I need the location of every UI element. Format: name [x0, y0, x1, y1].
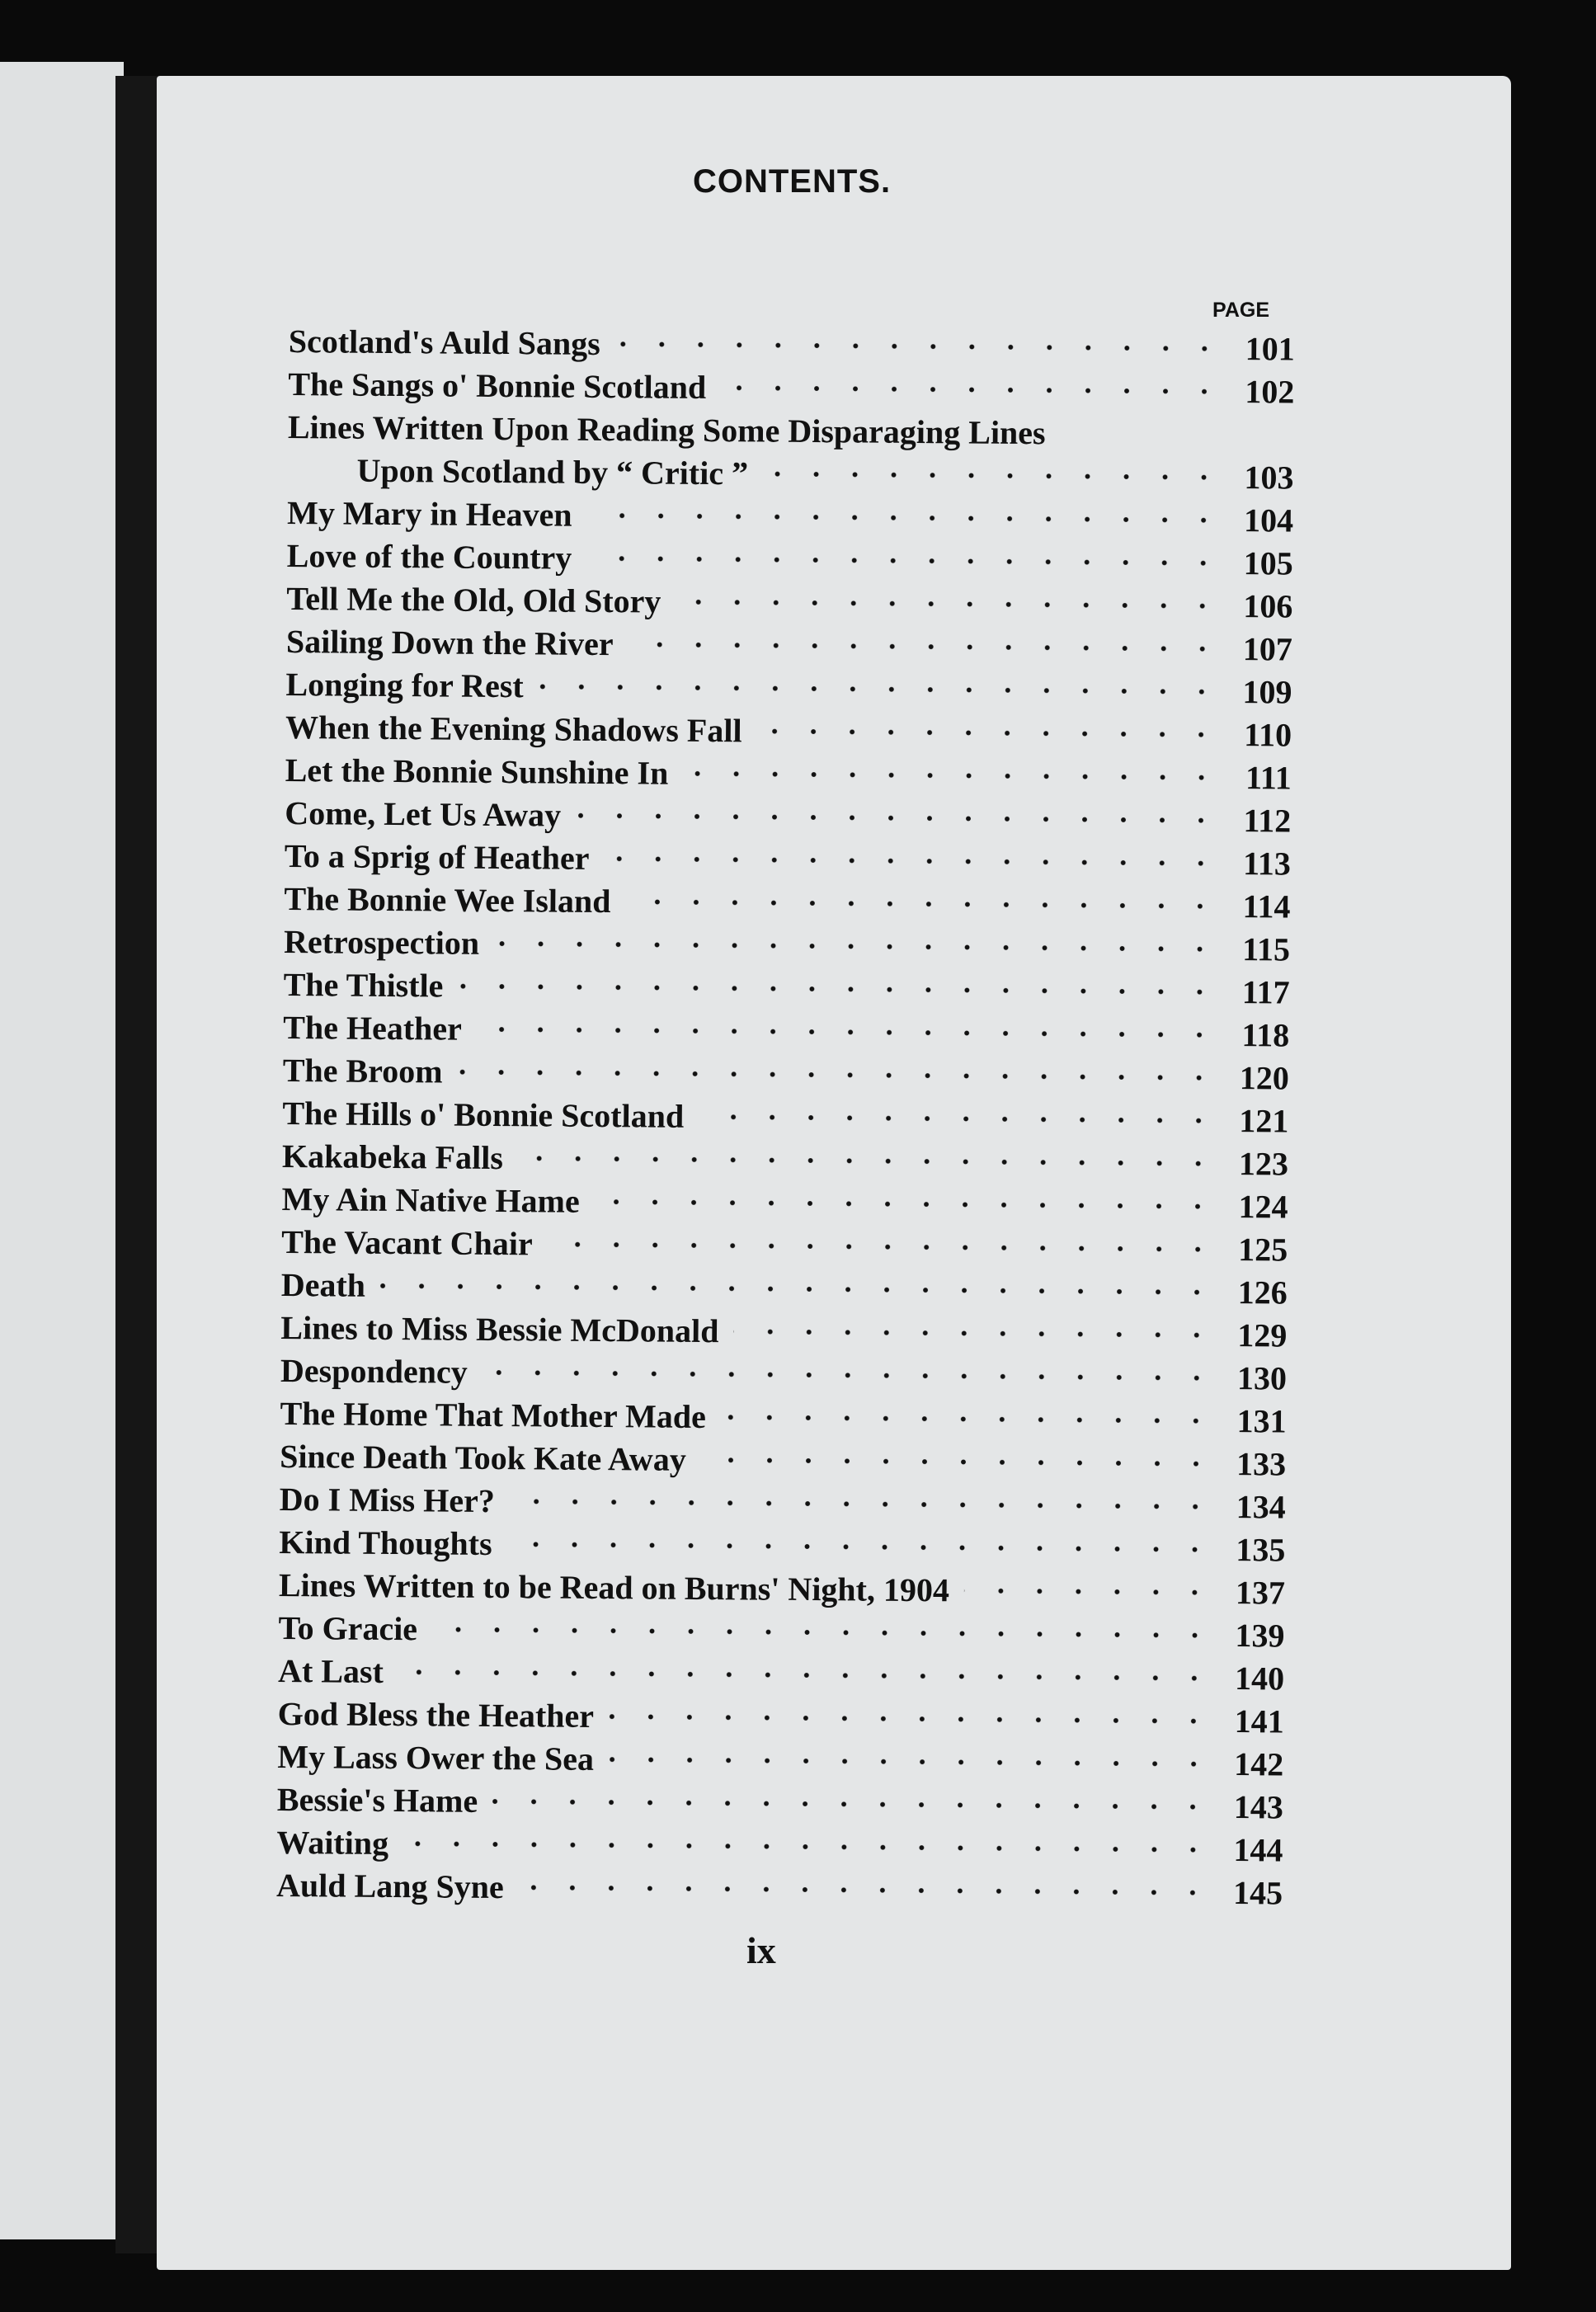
page-column-label: PAGE: [1212, 299, 1269, 322]
toc-entry-page: 144: [1233, 1831, 1283, 1869]
toc-entry-page: 139: [1235, 1617, 1285, 1655]
toc-entry: [285, 792, 1291, 843]
toc-entry: [282, 1092, 1288, 1143]
dot-leader: [458, 982, 1218, 996]
dot-leader: [380, 1282, 1217, 1297]
toc-entry: [287, 449, 1293, 500]
toc-entry-page: 118: [1241, 1016, 1290, 1054]
toc-entry-title: Upon Scotland by “ Critic ”: [356, 451, 749, 492]
toc-entry-title: My Ain Native Hame: [281, 1180, 580, 1220]
toc-entry: [284, 878, 1290, 929]
toc-entry: [281, 1178, 1288, 1229]
dot-leader: [699, 1113, 1217, 1125]
dot-leader: [510, 1497, 1215, 1511]
toc-entry-title: The Sangs o' Bonnie Scotland: [288, 365, 707, 406]
toc-entry-title: The Home That Mother Made: [280, 1394, 707, 1436]
toc-entry: [286, 620, 1292, 671]
toc-entry: [280, 1435, 1286, 1486]
toc-entry-title: Let the Bonnie Sunshine In: [285, 751, 669, 792]
toc-entry: [283, 963, 1289, 1015]
dot-leader: [587, 511, 1223, 525]
dot-leader: [609, 1712, 1213, 1726]
toc-entry-title: Love of the Country: [286, 536, 572, 577]
dot-leader: [721, 384, 1223, 396]
toc-entry-title: Despondency: [280, 1351, 468, 1391]
toc-entry-page: 134: [1236, 1488, 1286, 1526]
toc-entry: [284, 921, 1290, 972]
dot-leader: [701, 1456, 1215, 1468]
toc-entry-title: The Thistle: [283, 965, 444, 1005]
toc-entry-page: 124: [1238, 1188, 1288, 1226]
toc-entry-page: 113: [1242, 845, 1292, 883]
toc-entry-page: 105: [1243, 544, 1293, 582]
dot-leader: [609, 1755, 1212, 1768]
toc-entry-title: At Last: [277, 1651, 384, 1690]
dot-leader: [629, 640, 1222, 653]
dot-leader: [477, 1025, 1218, 1039]
toc-entry-title: Come, Let Us Away: [285, 793, 562, 834]
toc-entry: [278, 1607, 1284, 1658]
dot-leader: [576, 812, 1220, 825]
toc-entry-title: When the Evening Shadows Fall: [285, 708, 742, 750]
toc-entry: [279, 1564, 1285, 1615]
toc-entry: [288, 363, 1294, 414]
dot-leader: [604, 855, 1219, 868]
toc-entry-page: 142: [1234, 1745, 1284, 1783]
dot-leader: [403, 1839, 1212, 1854]
dot-leader: [615, 340, 1224, 353]
toc-entry-page: 101: [1245, 330, 1295, 368]
dot-leader: [494, 939, 1219, 954]
toc-entry-title: The Bonnie Wee Island: [284, 879, 611, 921]
toc-entry: [281, 1264, 1288, 1315]
toc-entry-page: 125: [1238, 1231, 1288, 1269]
toc-entry-page: 112: [1243, 802, 1292, 840]
toc-entry: [279, 1521, 1285, 1572]
toc-entry-page: 137: [1235, 1574, 1286, 1612]
toc-entry-title: Longing for Rest: [285, 665, 524, 705]
toc-entry-page: 106: [1243, 587, 1293, 625]
toc-entry-title: Lines to Miss Bessie McDonald: [280, 1308, 719, 1350]
toc-entry-page: 129: [1237, 1316, 1288, 1354]
toc-entry-title: My Mary in Heaven: [286, 493, 572, 534]
toc-entry-title: Waiting: [276, 1823, 389, 1862]
toc-entry-page: 102: [1245, 373, 1295, 411]
table-of-contents: [276, 320, 1295, 1915]
dot-leader: [763, 470, 1223, 482]
toc-entry-title: The Hills o' Bonnie Scotland: [282, 1094, 685, 1135]
dot-leader: [683, 770, 1220, 782]
toc-entry-title: My Lass Ower the Sea: [277, 1737, 595, 1778]
page-number: ix: [746, 1929, 776, 1971]
toc-entry-page: 131: [1236, 1402, 1287, 1440]
dot-leader: [458, 1068, 1218, 1082]
toc-entry-title: Scotland's Auld Sangs: [288, 322, 600, 362]
toc-entry-title: The Broom: [282, 1051, 443, 1090]
toc-entry: [278, 1650, 1284, 1701]
toc-entry-page: 117: [1241, 973, 1290, 1011]
toc-entry-page: 141: [1234, 1702, 1284, 1740]
toc-entry-page: 135: [1236, 1531, 1286, 1569]
toc-entry-page: 110: [1244, 716, 1292, 754]
toc-entry: [285, 835, 1291, 886]
toc-entry-title: The Heather: [283, 1008, 463, 1048]
facing-page-edge: [0, 62, 124, 2239]
toc-entry: [289, 320, 1295, 371]
dot-leader: [757, 727, 1222, 738]
toc-entry: [277, 1735, 1283, 1787]
dot-leader: [539, 682, 1222, 696]
dot-leader: [586, 554, 1222, 567]
dot-leader: [964, 1586, 1214, 1596]
toc-entry-title: To a Sprig of Heather: [284, 836, 590, 877]
toc-entry-page: 109: [1242, 673, 1292, 711]
toc-entry: [281, 1221, 1288, 1272]
toc-entry: [280, 1392, 1286, 1443]
toc-entry: [277, 1778, 1283, 1829]
toc-entry-title: Lines Written Upon Reading Some Disparaging Lines: [287, 407, 1046, 452]
book-gutter: [115, 76, 158, 2253]
toc-entry-title: Death: [280, 1265, 366, 1304]
toc-entry-page: 114: [1242, 888, 1291, 925]
toc-entry-page: 111: [1245, 759, 1292, 797]
toc-entry-page: 104: [1243, 501, 1294, 539]
toc-entry: [278, 1693, 1284, 1744]
toc-entry-title: Auld Lang Syne: [275, 1866, 504, 1906]
toc-entry-title: Retrospection: [283, 922, 480, 962]
toc-entry-title: Tell Me the Old, Old Story: [286, 579, 661, 620]
toc-entry-title: To Gracie: [278, 1608, 418, 1648]
toc-entry-title: Sailing Down the River: [285, 622, 614, 663]
toc-entry: [285, 663, 1292, 714]
page-title: CONTENTS.: [692, 163, 892, 200]
toc-entry-page: 126: [1237, 1274, 1288, 1311]
dot-leader: [625, 897, 1219, 911]
toc-entry-page: 133: [1236, 1445, 1287, 1483]
toc-entry: [282, 1135, 1288, 1186]
toc-entry-page: 143: [1233, 1788, 1284, 1826]
dot-leader: [733, 1327, 1216, 1340]
toc-entry: [280, 1478, 1286, 1529]
toc-entry: [276, 1864, 1283, 1915]
dot-leader: [519, 1883, 1212, 1897]
toc-entry: [283, 1049, 1289, 1100]
toc-entry-page: 115: [1242, 930, 1291, 968]
toc-entry-page: 103: [1244, 459, 1294, 497]
dot-leader: [492, 1797, 1212, 1811]
toc-entry-title: Kakabeka Falls: [281, 1137, 504, 1177]
toc-entry-title: Do I Miss Her?: [279, 1480, 496, 1520]
toc-entry: [285, 706, 1292, 757]
toc-entry-title: Bessie's Hame: [276, 1780, 478, 1820]
toc-entry-title: Lines Written to be Read on Burns' Night, 1904: [278, 1566, 950, 1609]
dot-leader: [721, 1413, 1216, 1425]
toc-entry-page: 123: [1238, 1145, 1289, 1183]
toc-entry: [280, 1307, 1287, 1358]
toc-entry-page: 145: [1232, 1874, 1283, 1912]
toc-entry-title: Kind Thoughts: [279, 1523, 492, 1562]
toc-entry-title: Since Death Took Kate Away: [280, 1437, 686, 1478]
dot-leader: [518, 1154, 1217, 1168]
dot-leader: [548, 1240, 1217, 1253]
toc-entry: [285, 749, 1292, 800]
toc-entry-page: 121: [1239, 1102, 1289, 1140]
toc-entry-page: 140: [1234, 1660, 1285, 1698]
toc-entry: [288, 406, 1294, 457]
toc-entry: [280, 1349, 1287, 1401]
dot-leader: [507, 1540, 1215, 1554]
dot-leader: [483, 1368, 1216, 1382]
toc-entry: [287, 534, 1293, 586]
toc-entry: [283, 1006, 1289, 1057]
dot-leader: [432, 1625, 1214, 1639]
toc-entry-title: The Vacant Chair: [281, 1222, 533, 1263]
toc-entry-page: 107: [1242, 630, 1293, 668]
toc-entry: [286, 577, 1292, 629]
dot-leader: [676, 598, 1222, 610]
toc-entry-page: 120: [1239, 1059, 1289, 1097]
toc-entry: [287, 492, 1293, 543]
toc-entry: [276, 1821, 1283, 1872]
toc-entry-page: 130: [1236, 1359, 1288, 1397]
toc-entry-title: God Bless the Heather: [277, 1694, 595, 1735]
dot-leader: [595, 1198, 1217, 1211]
dot-leader: [398, 1668, 1213, 1683]
